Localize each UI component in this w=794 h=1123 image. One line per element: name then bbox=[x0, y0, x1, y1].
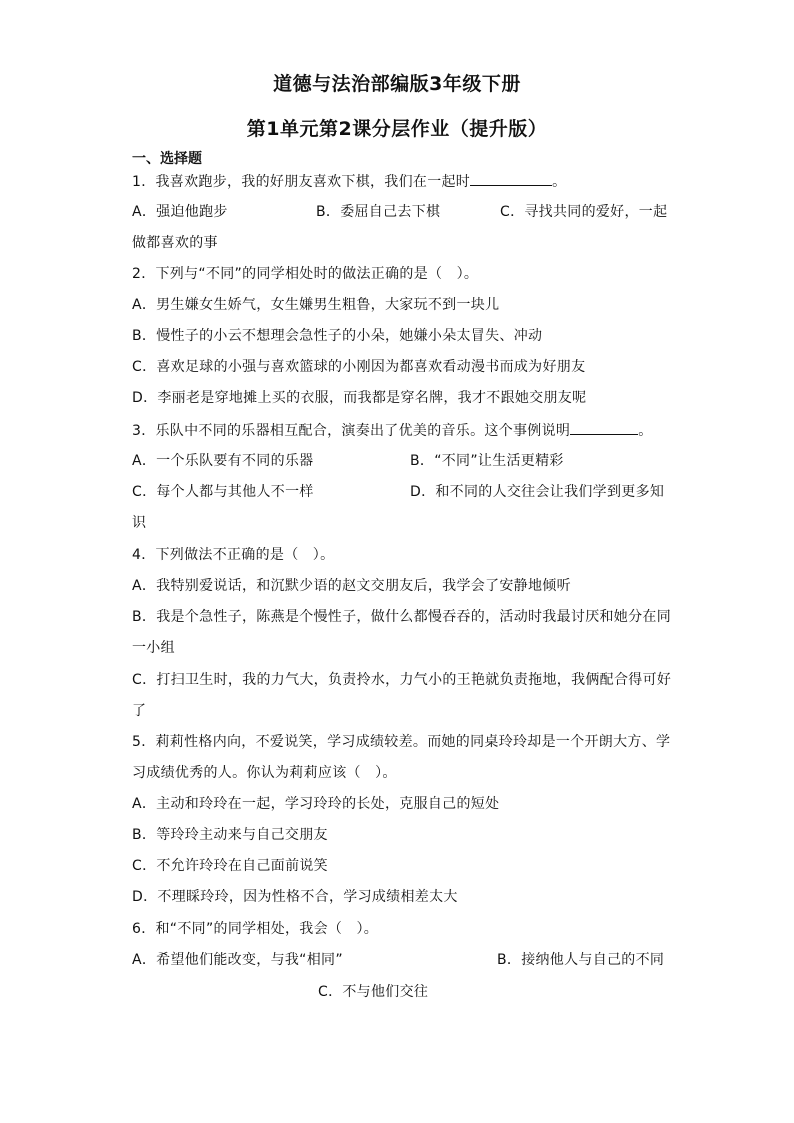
question-2-option-c: C．喜欢足球的小强与喜欢篮球的小刚因为都喜欢看动漫书而成为好朋友 bbox=[132, 359, 586, 375]
question-2-option-d: D．李丽老是穿地摊上买的衣服，而我都是穿名牌，我才不跟她交朋友呢 bbox=[132, 390, 587, 406]
question-4-option-b: B．我是个急性子，陈燕是个慢性子，做什么都慢吞吞的，活动时我最讨厌和她分在同 bbox=[132, 609, 672, 625]
question-4-stem: 4．下列做法不正确的是（ ）。 bbox=[132, 547, 335, 563]
question-5-option-a: A．主动和玲玲在一起，学习玲玲的长处，克服自己的短处 bbox=[132, 796, 500, 812]
question-1-option-b: B．委屈自己去下棋 bbox=[316, 204, 441, 220]
answer-blank bbox=[570, 420, 638, 435]
question-4-option-c: C．打扫卫生时，我的力气大，负责拎水，力气小的王艳就负责拖地，我俩配合得可好 bbox=[132, 672, 672, 688]
question-1-option-a: A．强迫他跑步 bbox=[132, 204, 228, 220]
question-5-stem: 5．莉莉性格内向，不爱说笑，学习成绩较差。而她的同桌玲玲却是一个开朗大方、学 bbox=[132, 734, 671, 750]
question-2-option-b: B．慢性子的小云不想理会急性子的小朵，她嫌小朵太冒失、冲动 bbox=[132, 328, 543, 344]
question-3-option-d: D．和不同的人交往会让我们学到更多知 bbox=[410, 484, 665, 500]
question-4-option-b-cont: 一小组 bbox=[132, 640, 175, 656]
question-6-option-c: C．不与他们交往 bbox=[318, 984, 429, 1000]
question-1-option-c-cont: 做都喜欢的事 bbox=[132, 235, 218, 251]
section-heading: 一、选择题 bbox=[132, 151, 202, 167]
question-3-option-c: C．每个人都与其他人不一样 bbox=[132, 484, 314, 500]
question-5-stem-cont: 习成绩优秀的人。你认为莉莉应该（ ）。 bbox=[132, 765, 397, 781]
question-2-stem: 2．下列与“不同”的同学相处时的做法正确的是（ ）。 bbox=[132, 266, 479, 282]
question-5-option-c: C．不允许玲玲在自己面前说笑 bbox=[132, 858, 328, 874]
document-title: 道德与法治部编版3年级下册 bbox=[273, 73, 521, 95]
question-3-option-d-cont: 识 bbox=[132, 515, 147, 531]
question-6-option-a: A．希望他们能改变，与我“相同” bbox=[132, 952, 343, 968]
answer-blank bbox=[470, 171, 552, 186]
question-4-option-a: A．我特别爱说话，和沉默少语的赵文交朋友后，我学会了安静地倾听 bbox=[132, 578, 571, 594]
question-3-option-a: A．一个乐队要有不同的乐器 bbox=[132, 453, 314, 469]
document-subtitle: 第1单元第2课分层作业（提升版） bbox=[246, 118, 548, 140]
question-6-stem: 6．和“不同”的同学相处，我会（ ）。 bbox=[132, 921, 379, 937]
question-5-option-d: D．不理睬玲玲，因为性格不合，学习成绩相差太大 bbox=[132, 889, 458, 905]
question-3-stem: 3．乐队中不同的乐器相互配合，演奏出了优美的音乐。这个事例说明 。 bbox=[132, 420, 653, 441]
question-6-option-b: B．接纳他人与自己的不同 bbox=[497, 952, 665, 968]
question-1-stem: 1．我喜欢跑步，我的好朋友喜欢下棋，我们在一起时 。 bbox=[132, 171, 566, 192]
question-1-option-c: C．寻找共同的爱好，一起 bbox=[500, 204, 668, 220]
question-5-option-b: B．等玲玲主动来与自己交朋友 bbox=[132, 827, 328, 843]
question-4-option-c-cont: 了 bbox=[132, 703, 147, 719]
question-3-option-b: B．“不同”让生活更精彩 bbox=[410, 453, 564, 469]
question-2-option-a: A．男生嫌女生娇气，女生嫌男生粗鲁，大家玩不到一块儿 bbox=[132, 297, 500, 313]
